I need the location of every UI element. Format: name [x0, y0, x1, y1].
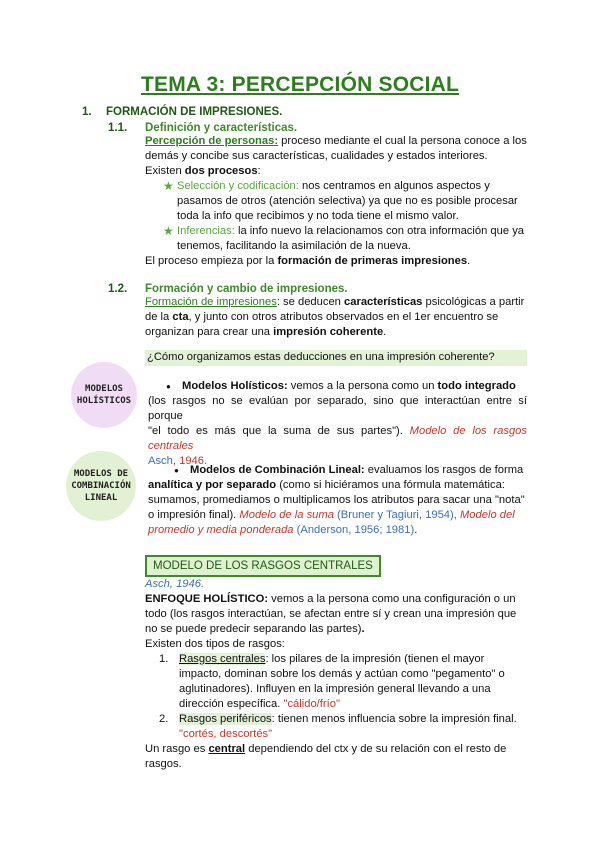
text: "cortés, descortés" — [179, 728, 273, 740]
text: , y junto con otros atributos observados en el 1er encuentro se — [188, 311, 499, 323]
list-number: 2. — [159, 713, 169, 725]
text: no se puede predecir separando las partes) — [145, 623, 362, 635]
list-number: 1. — [159, 653, 169, 665]
text: pasamos de otros (atención selectiva) ya que no es posible procesar — [177, 195, 518, 207]
text: Selección y codificación: — [177, 180, 299, 192]
text: . — [383, 326, 387, 338]
text: (Anderson, 1956; 1981) — [293, 524, 415, 536]
text: . — [361, 623, 365, 635]
paragraph-end — [145, 254, 527, 269]
text: COMBINACIÓN — [71, 481, 131, 491]
text: promedio y media ponderada — [148, 524, 294, 536]
text: : se deducen — [276, 296, 345, 308]
text: (Bruner y Tagiuri, 1954), — [333, 509, 460, 521]
text: características — [344, 296, 423, 308]
text: evaluamos los rasgos de forma — [364, 464, 524, 476]
paragraph-definition — [145, 134, 527, 179]
text: El proceso empieza por la — [145, 255, 278, 267]
text: formación de primeras impresiones — [277, 255, 468, 267]
text: rasgos. — [145, 758, 182, 770]
text: . — [414, 524, 418, 536]
bullet-seleccion — [177, 179, 527, 224]
question-text: ¿Cómo organizamos estas deducciones en una impresión coherente? — [147, 351, 495, 363]
bullet-dot: ● — [166, 382, 171, 391]
author-citation: Asch, 1946. — [145, 578, 205, 590]
star-icon: ★ — [163, 224, 174, 238]
text: vemos a la persona como un — [287, 380, 438, 392]
text: HOLÍSTICOS — [76, 396, 132, 406]
text: MODELOS DE — [73, 469, 129, 479]
text: dirección específica. — [179, 698, 284, 710]
paragraph-rasgos-centrales — [145, 577, 527, 652]
text: "el todo es más que la suma de sus partes"). — [148, 425, 410, 437]
text: Existen — [145, 165, 185, 177]
text: la info nuevo la relacionamos con otra información que ya — [234, 225, 525, 237]
text: impacto, dominan sobre los demás y actúan como "pegamento" o — [179, 668, 505, 680]
text: analítica y por separado — [148, 479, 277, 491]
paragraph-combinacion-lineal — [148, 463, 527, 538]
term-percepcion: Percepción de personas: — [145, 135, 279, 147]
text: . — [467, 255, 471, 267]
text: demás y concibe sus características, cualidades y estados interiores. — [145, 150, 488, 162]
text: (los rasgos no se evalúan por separado, sino que interactúan entre sí porque — [148, 395, 527, 422]
text: organizan para crear una — [145, 326, 274, 338]
text: MODELOS — [85, 384, 123, 394]
text: Rasgos centrales — [179, 653, 266, 665]
text: proceso mediante el cual la persona conoce a los — [278, 135, 527, 147]
text: Modelo de los rasgos centrales — [148, 425, 528, 452]
text: LINEAL — [84, 493, 118, 503]
question-bar — [145, 350, 527, 366]
text: central — [208, 743, 246, 755]
text: Inferencias: — [177, 225, 235, 237]
bullet-inferencias — [177, 224, 527, 254]
badge-modelos-holisticos — [71, 362, 137, 428]
text: dos procesos — [184, 165, 258, 177]
text: : — [257, 165, 261, 177]
text: Modelos Holísticos: — [182, 380, 288, 392]
text: todo (los rasgos interactúan, se afectan entre sí y crean una impresión que — [145, 608, 517, 620]
bullet-dot: ● — [174, 466, 179, 475]
paragraph-holisticos — [148, 379, 527, 469]
list-item-rasgos-perifericos — [179, 712, 527, 742]
paragraph-final — [145, 742, 527, 772]
text: Un rasgo es — [145, 743, 209, 755]
text: sumamos, promediamos o multiplicamos los atributos para sacar una "nota" — [148, 494, 525, 506]
text: tenemos, facilitando la asimilación de la nueva. — [177, 240, 411, 252]
text: cta — [172, 311, 189, 323]
text: psicológicas a partir — [422, 296, 525, 308]
text: Modelo del — [459, 509, 515, 521]
text: nos centramos en algunos aspectos y — [298, 180, 490, 192]
text: dependiendo del ctx y de su relación con el resto de — [245, 743, 507, 755]
text: todo integrado — [437, 380, 516, 392]
text: Rasgos periféricos — [179, 713, 272, 725]
subsection-heading: Formación y cambio de impresiones. — [145, 283, 348, 295]
text: o impresión final). — [148, 509, 240, 521]
star-icon: ★ — [163, 179, 174, 193]
section-box-rasgos-centrales: MODELO DE LOS RASGOS CENTRALES — [145, 555, 381, 577]
subsection-heading: Definición y características. — [145, 122, 298, 134]
text: Modelo de la suma — [239, 509, 334, 521]
text: Existen dos tipos de rasgos: — [145, 638, 285, 650]
text: "cálido/frío" — [283, 698, 340, 710]
text: (como si hiciéramos una fórmula matemática: — [276, 479, 505, 491]
text: , 1946. — [172, 455, 208, 467]
text: Formación de impresiones — [145, 296, 277, 308]
text: : los pilares de la impresión (tienen el mayor — [265, 653, 485, 665]
text: ENFOQUE HOLÍSTICO: — [145, 593, 269, 605]
section-number: 1. — [82, 106, 92, 118]
list-item-rasgos-centrales — [179, 652, 527, 712]
text: : tienen menos influencia sobre la impresión final. — [271, 713, 517, 725]
text: vemos a la persona como una configuración o un — [268, 593, 516, 605]
text: Modelos de Combinación Lineal: — [190, 464, 365, 476]
text: de la — [145, 311, 173, 323]
paragraph-formacion — [145, 295, 527, 340]
badge-modelos-combinacion-lineal — [66, 451, 136, 521]
page-title: TEMA 3: PERCEPCIÓN SOCIAL — [140, 73, 460, 96]
text: Asch — [148, 455, 173, 467]
text: impresión coherente — [273, 326, 384, 338]
subsection-number: 1.1. — [108, 122, 128, 134]
text: aglutinadores). Influyen en la impresión general llevando a una — [179, 683, 491, 695]
subsection-number: 1.2. — [108, 283, 128, 295]
text: toda la info que recibimos y no toda tiene el mismo valor. — [177, 210, 459, 222]
section-heading: FORMACIÓN DE IMPRESIONES. — [106, 106, 283, 118]
